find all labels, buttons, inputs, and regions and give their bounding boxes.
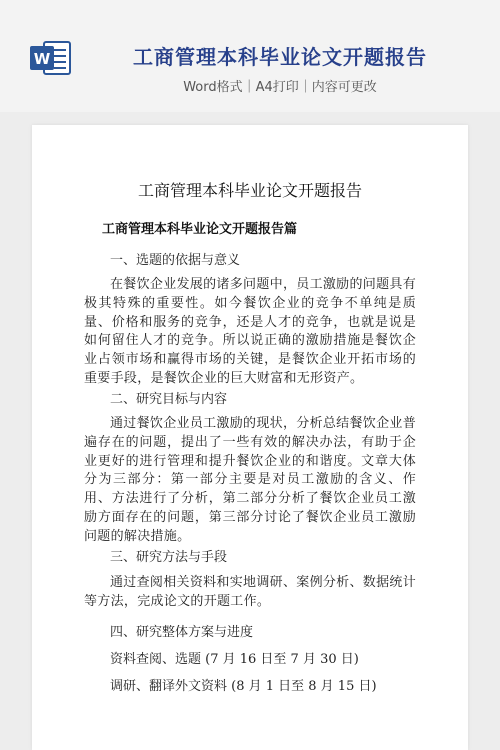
page-title: 工商管理本科毕业论文开题报告	[137, 181, 362, 200]
word-icon-letter: W	[33, 50, 51, 68]
section-paragraph-2: 通过餐饮企业员工激励的现状，分析总结餐饮企业普遍存在的问题，提出了一些有效的解决办法，有助于企业更好的进行管理和提升餐饮企业的和谐度。文章大体分为三部分：第一部分主要是对员工激励的含义、作用、方法进行了分析，第二部分分析了餐饮企业员工激励方面存在的问题，第三部分讨论了餐饮企业员工激励问题的解决措施。	[84, 416, 416, 544]
header-title: 工商管理本科毕业论文开题报告	[133, 45, 427, 69]
document-header	[0, 0, 500, 112]
section-paragraph-1: 在餐饮企业发展的诸多问题中，员工激励的问题具有极其特殊的重要性。如今餐饮企业的竞争不单纯是质量、价格和服务的竞争，还是人才的竞争，也就是说是如何留住人才的竞争。所以说正确的激励措施是餐饮企业占领市场和赢得市场的关键，是餐饮企业开拓市场的重要手段，是餐饮企业的巨大财富和无形资产。	[84, 277, 416, 386]
section-heading-1: 一、选题的依据与意义	[110, 253, 241, 268]
document-subheading: 工商管理本科毕业论文开题报告篇	[102, 222, 298, 237]
section-heading-2: 二、研究目标与内容	[110, 392, 228, 407]
section-heading-4: 四、研究整体方案与进度	[110, 625, 254, 640]
section-heading-3: 三、研究方法与手段	[110, 550, 228, 565]
document-page	[32, 125, 468, 750]
schedule-line-1: 资料查阅、选题 (7 月 16 日至 7 月 30 日)	[110, 652, 359, 667]
schedule-line-2: 调研、翻译外文资料 (8 月 1 日至 8 月 15 日)	[110, 679, 377, 694]
section-paragraph-3: 通过查阅相关资料和实地调研、案例分析、数据统计等方法，完成论文的开题工作。	[84, 575, 416, 609]
header-subtitle: Word格式｜A4打印｜内容可更改	[183, 80, 377, 95]
word-icon	[30, 38, 72, 78]
